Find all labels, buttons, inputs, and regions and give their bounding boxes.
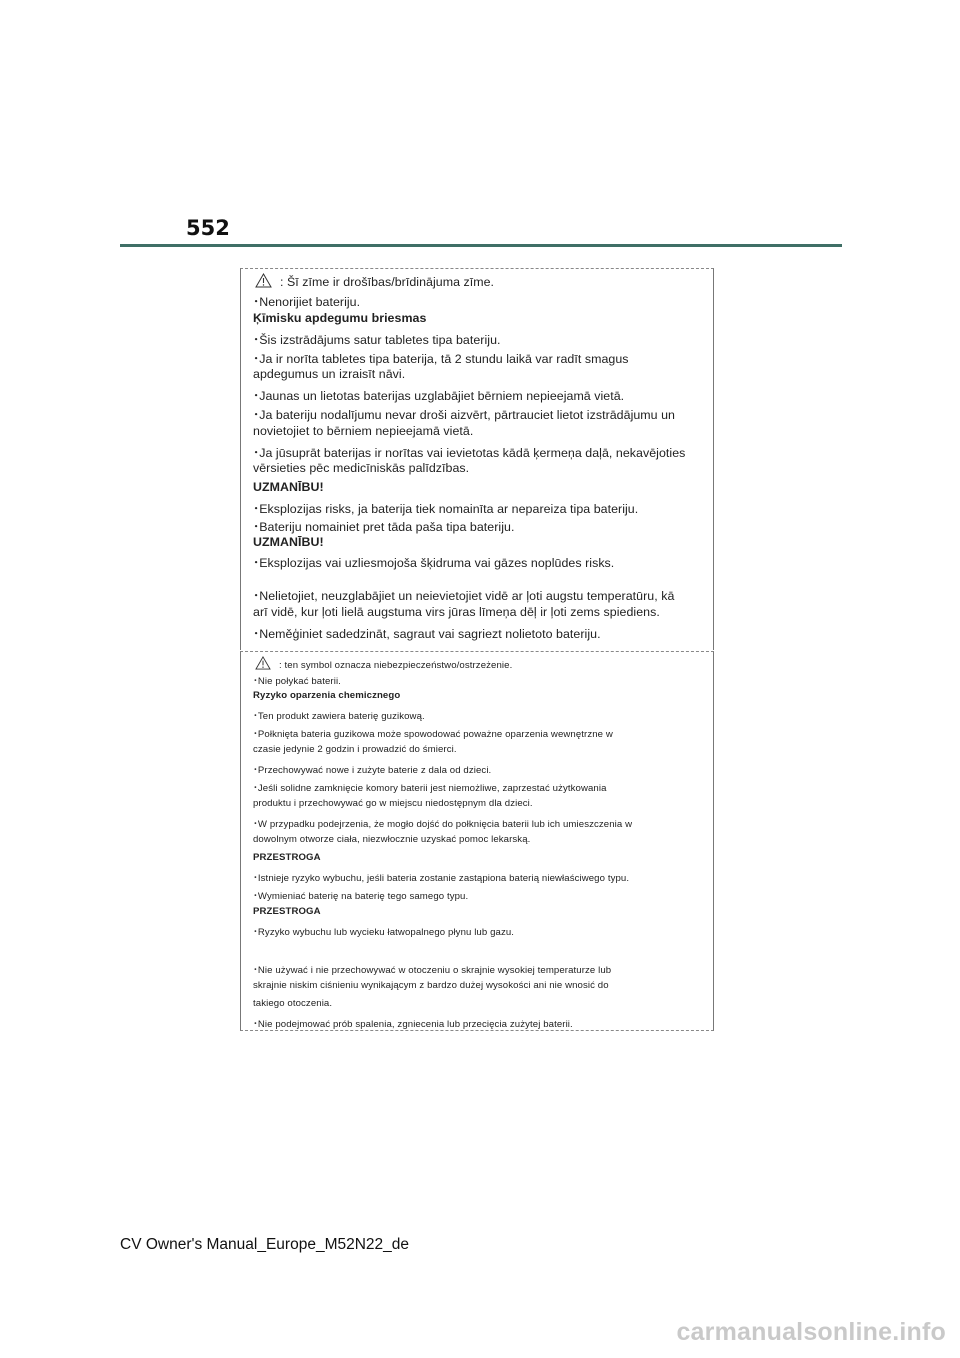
label-lv-heading-caution-1: UZMANĪBU!	[253, 480, 324, 494]
label-pl-line-8: ･Jeśli solidne zamknięcie komory baterii jest niemożliwe, zaprzestać użytkowania	[253, 783, 607, 794]
label-lv-line-11: vērsieties pēc medicīniskās palīdzības.	[253, 461, 470, 475]
watermark: carmanualsonline.info	[676, 1318, 946, 1346]
label-pl-line-11: dowolnym otworze ciała, niezwłocznie uzyskać pomoc lekarską.	[253, 834, 531, 845]
header-rule	[120, 244, 842, 247]
label-pl-line-14: ･Wymieniać baterię na baterię tego samego typu.	[253, 891, 469, 902]
label-pl-line-17: ･Nie używać i nie przechowywać w otoczeniu o skrajnie wysokiej temperaturze lub	[253, 965, 612, 976]
label-line	[253, 656, 512, 673]
label-pl-line-4: ･Ten produkt zawiera baterię guzikową.	[253, 711, 425, 722]
warning-triangle-icon	[255, 656, 271, 673]
footer-manual-id: CV Owner's Manual_Europe_M52N22_de	[120, 1236, 410, 1253]
label-lv-line-14: ･Bateriju nomainiet pret tāda paša tipa bateriju.	[253, 520, 515, 534]
label-pl-line-7: ･Przechowywać nowe i zużyte baterie z dala od dzieci.	[253, 765, 492, 776]
label-lv-line-10: ･Ja jūsuprāt baterijas ir norītas vai ievietotas kādā ķermeņa daļā, nekavējoties	[253, 446, 686, 460]
label-pl-line-18: skrajnie niskim ciśnieniu wynikającym z bardzo dużej wysokości ani nie wnosić do	[253, 980, 609, 991]
label-pl-line-9: produktu i przechowywać go w miejscu niedostępnym dla dzieci.	[253, 798, 533, 809]
page-number: 552	[186, 216, 230, 240]
label-pl-line-16: ･Ryzyko wybuchu lub wycieku łatwopalnego płynu lub gazu.	[253, 927, 515, 938]
label-lv-heading-chemical-burn: Ķīmisku apdegumu briesmas	[253, 311, 427, 325]
label-pl-heading-chemical-burn: Ryzyko oparzenia chemicznego	[253, 690, 401, 701]
label-lv-line-18: arī vidē, kur ļoti lielā augstuma virs jūras līmeņa dēļ ir ļoti zems spiediens.	[253, 605, 660, 619]
label-lv-line-1: : Šī zīme ir drošības/brīdinājuma zīme.	[280, 275, 495, 289]
label-pl-line-19: takiego otoczenia.	[253, 998, 333, 1009]
label-lv-line-8: ･Ja bateriju nodalījumu nevar droši aizvērt, pārtrauciet lietot izstrādājumu un	[253, 408, 675, 422]
label-lv-line-2: ･Nenorijiet bateriju.	[253, 295, 361, 309]
label-pl-line-5: ･Połknięta bateria guzikowa może spowodować poważne oparzenia wewnętrzne w	[253, 729, 613, 740]
label-pl-line-13: ･Istnieje ryzyko wybuchu, jeśli bateria zostanie zastąpiona baterią niewłaściwego typu.	[253, 873, 630, 884]
label-lv-heading-caution-2: UZMANĪBU!	[253, 535, 324, 549]
label-lv-line-7: ･Jaunas un lietotas baterijas uzglabājiet bērniem nepieejamā vietā.	[253, 389, 625, 403]
label-pl-line-10: ･W przypadku podejrzenia, że mogło dojść do połknięcia baterii lub ich umieszczenia w	[253, 819, 633, 830]
warning-triangle-icon	[255, 273, 272, 291]
label-pl-heading-caution-2: PRZESTROGA	[253, 906, 321, 917]
label-lv-line-13: ･Eksplozijas risks, ja baterija tiek nomainīta ar nepareiza tipa bateriju.	[253, 502, 639, 516]
label-pl-line-6: czasie jedynie 2 godzin i prowadzić do śmierci.	[253, 744, 457, 755]
label-lv-line-16: ･Eksplozijas vai uzliesmojoša šķidruma vai gāzes noplūdes risks.	[253, 556, 615, 570]
label-pl-line-2: ･Nie połykać baterii.	[253, 676, 341, 687]
label-pl-line-1: : ten symbol oznacza niebezpieczeństwo/ostrzeżenie.	[279, 660, 513, 671]
label-lv-line-6: apdegumus un izraisīt nāvi.	[253, 367, 406, 381]
label-pl-heading-caution-1: PRZESTROGA	[253, 852, 321, 863]
label-lv-line-4: ･Šis izstrādājums satur tabletes tipa bateriju.	[253, 333, 501, 347]
battery-label-latvian	[240, 268, 714, 650]
label-lv-line-19: ･Neměģiniet sadedzināt, sagraut vai sagriezt nolietoto bateriju.	[253, 627, 601, 641]
label-lv-line-17: ･Nelietojiet, neuzglabājiet un neievietojiet vidē ar ļoti augstu temperatūru, kā	[253, 589, 675, 603]
label-lv-line-5: ･Ja ir norīta tabletes tipa baterija, tā 2 stundu laikā var radīt smagus	[253, 352, 629, 366]
battery-label-polish	[240, 651, 714, 1031]
label-line	[253, 273, 494, 291]
label-lv-line-9: novietojiet to bērniem nepieejamā vietā.	[253, 424, 474, 438]
label-pl-line-20: ･Nie podejmować prób spalenia, zgniecenia lub przecięcia zużytej baterii.	[253, 1019, 573, 1030]
